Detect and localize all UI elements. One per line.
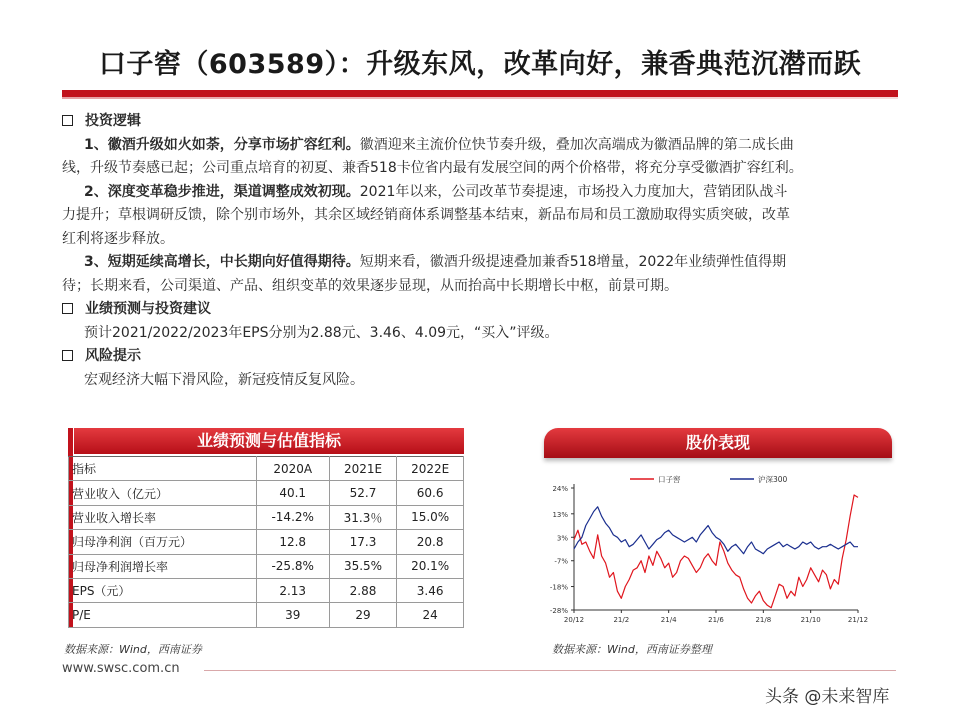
logic-point-1-title: 1、徽酒升级如火如荼，分享市场扩容红利。 [84, 136, 360, 153]
section-forecast-heading [62, 298, 904, 322]
logic-point-2-text-b: 力提升；草根调研反馈，除个别市场外，其余区域经销商体系调整基本结束，新品布局和员工激励取得实质突破，改革 [62, 207, 790, 223]
x-tick-label: 21/4 [660, 616, 677, 624]
footer-divider [204, 670, 896, 671]
table-cell: 3.46 [397, 578, 464, 602]
watermark-text: 头条 @未来智库 [765, 687, 890, 707]
metrics-table [68, 456, 464, 628]
logic-point-1-text-a: 徽酒迎来主流价位快节奏升级，叠加次高端成为徽酒品牌的第二成长曲 [359, 136, 794, 153]
title-divider-shadow [62, 97, 898, 99]
page-title: 口子窖（603589）：升级东风，改革向好，兼香典范沉潜而跃 [98, 49, 862, 80]
table-header-cell: 2021E [329, 457, 397, 481]
logic-point-2-title: 2、深度变革稳步推进，渠道调整成效初现。 [84, 183, 360, 200]
table-cell: -14.2% [256, 505, 329, 529]
logic-point-2-text-a: 2021年以来，公司改革节奏提速，市场投入力度加大，营销团队战斗 [359, 183, 788, 200]
logic-paragraph-1 [62, 134, 904, 158]
y-tick-label: -7% [554, 557, 568, 566]
chart-title: 股价表现 [544, 428, 892, 458]
table-source-note: 数据来源：Wind，西南证券 [64, 643, 202, 656]
forecast-text: 预计2021/2022/2023年EPS分别为2.88元、3.46、4.09元，“买入”评级。 [84, 324, 559, 341]
x-tick-label: 20/12 [563, 616, 585, 624]
table-cell: -25.8% [256, 554, 329, 578]
table-cell: 2.88 [329, 578, 397, 602]
table-cell: 52.7 [329, 481, 397, 505]
heading-text: 业绩预测与投资建议 [85, 301, 211, 317]
table-cell: 40.1 [256, 481, 329, 505]
square-bullet-icon [62, 303, 73, 314]
title-divider [62, 90, 898, 97]
table-cell: 31.3％ [329, 505, 397, 529]
heading-text: 风险提示 [85, 348, 141, 364]
risk-text: 宏观经济大幅下滑风险，新冠疫情反复风险。 [84, 371, 364, 388]
section-risk-heading [62, 345, 904, 369]
table-cell: 17.3 [329, 530, 397, 554]
table-cell: 29 [329, 603, 397, 627]
heading-text: 投资逻辑 [85, 113, 141, 129]
table-cell: 35.5% [329, 554, 397, 578]
table-cell: EPS（元） [69, 578, 257, 602]
y-tick-label: -18% [549, 583, 568, 592]
x-tick-label: 21/10 [800, 616, 821, 624]
y-tick-label: 24% [552, 485, 568, 493]
table-cell: P/E [69, 603, 257, 627]
table-row [69, 530, 464, 554]
table-cell: 39 [256, 603, 329, 627]
table-cell: 15.0% [397, 505, 464, 529]
x-tick-label: 21/2 [613, 616, 630, 624]
square-bullet-icon [62, 115, 73, 126]
table-cell: 营业收入（亿元） [69, 481, 257, 505]
table-cell: 60.6 [397, 481, 464, 505]
y-tick-label: -28% [549, 607, 568, 615]
table-header-cell: 指标 [69, 457, 257, 481]
table-cell: 归母净利润增长率 [69, 554, 257, 578]
table-header-cell: 2020A [256, 457, 329, 481]
legend-label: 口子窖 [658, 475, 681, 484]
logic-point-1-text-b: 线，升级节奏感已起；公司重点培育的初夏、兼香518卡位省内最有发展空间的两个价格带，将充分享受徽酒扩容红利。 [62, 160, 803, 176]
logic-point-3-text-a: 短期来看，徽酒升级提速叠加兼香518增量，2022年业绩弹性值得期 [359, 254, 787, 270]
legend-label: 沪深300 [758, 475, 788, 484]
table-cell: 归母净利润（百万元） [69, 530, 257, 554]
stock-price-chart [548, 470, 869, 630]
chart-source-note: 数据来源：Wind，西南证券整理 [552, 643, 712, 656]
footer-url: www.swsc.com.cn [62, 661, 180, 676]
y-tick-label: 13% [552, 510, 568, 519]
logic-paragraph-3 [62, 251, 904, 275]
table-row [69, 505, 464, 529]
table-row [69, 603, 464, 627]
table-cell: 20.8 [397, 530, 464, 554]
x-tick-label: 21/6 [708, 616, 724, 624]
table-cell: 24 [397, 603, 464, 627]
table-cell: 12.8 [256, 530, 329, 554]
table-cell: 营业收入增长率 [69, 505, 257, 529]
table-row [69, 554, 464, 578]
table-header-cell: 2022E [397, 457, 464, 481]
square-bullet-icon [62, 350, 73, 361]
x-tick-label: 21/8 [755, 616, 772, 624]
series-line-1 [574, 507, 858, 554]
logic-point-3-text-b: 待；长期来看，公司渠道、产品、组织变革的效果逐步显现，从而抬高中长期增长中枢，前景可期。 [62, 277, 678, 294]
summary-body [62, 110, 904, 392]
table-header-row [69, 457, 464, 481]
x-tick-label: 21/12 [847, 616, 869, 624]
series-line-0 [574, 495, 858, 608]
y-tick-label: 3% [556, 534, 568, 543]
logic-point-3-title: 3、短期延续高增长，中长期向好值得期待。 [84, 254, 360, 270]
table-cell: 2.13 [256, 578, 329, 602]
table-title: 业绩预测与估值指标 [74, 428, 464, 454]
table-row [69, 481, 464, 505]
section-investment-logic-heading [62, 110, 904, 134]
logic-point-2-text-c: 红利将逐步释放。 [62, 230, 174, 247]
table-row [69, 578, 464, 602]
table-cell: 20.1% [397, 554, 464, 578]
logic-paragraph-2 [62, 181, 904, 205]
